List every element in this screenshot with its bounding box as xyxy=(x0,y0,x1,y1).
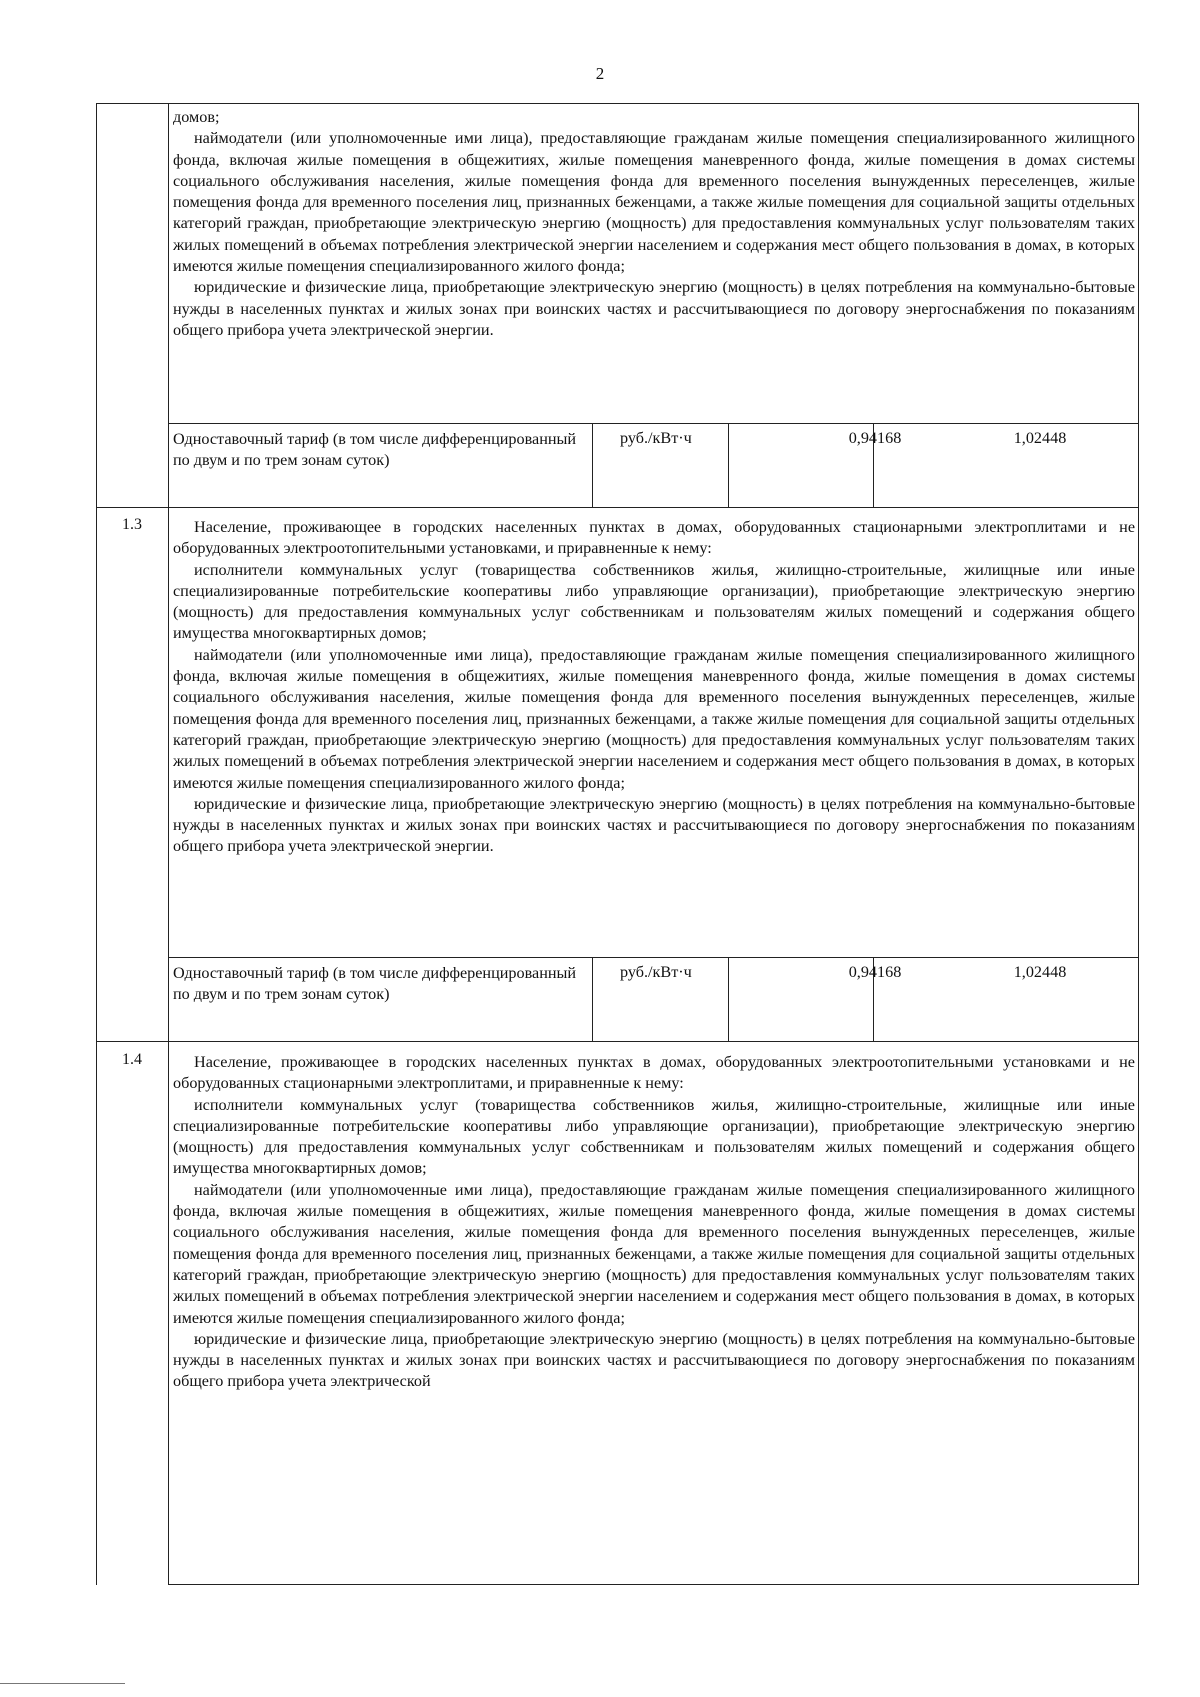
paragraph: наймодатели (или уполномоченные ими лица), предоставляющие гражданам жилые помещения специализированного жилищного фонда, включая жилые помещения в общежитиях, жилые помещения маневренного фонда, жилые помещения в домах системы социального обслуживания населения, жилые помещения фонда для временного поселения вынужденных переселенцев, жилые помещения фонда для временного поселения лиц, признанных беженцами, а также жилые помещения для социальной защиты отдельных категорий граждан, приобретающие электрическую энергию (мощность) для предоставления коммунальных услуг пользователям таких жилых помещений в объемах потребления электрической энергии населением и содержания мест общего пользования в домах, в которых имеются жилые помещения специализированного жилого фонда; xyxy=(173,1180,1135,1327)
table-right-border xyxy=(1138,103,1139,1585)
paragraph: исполнители коммунальных услуг (товарищества собственников жилья, жилищно-строительные, жилищные или иные специализированные потребительские кооперативы либо управляющие организации), приобретающие электрическую энергию (мощность) для предоставления коммунальных услуг собственникам и пользователям жилых помещений и содержания общего имущества многоквартирных домов; xyxy=(173,1095,1135,1178)
tariff-value-2: 1,02448 xyxy=(1013,963,1067,981)
section-divider xyxy=(96,1041,1139,1042)
tariff-unit: руб./кВт·ч xyxy=(620,963,692,981)
section-top-text xyxy=(173,107,1135,341)
number-column-border xyxy=(168,103,169,1585)
tariff-unit: руб./кВт·ч xyxy=(620,429,692,447)
paragraph: исполнители коммунальных услуг (товарищества собственников жилья, жилищно-строительные, жилищные или иные специализированные потребительские кооперативы либо управляющие организации), приобретающие электрическую энергию (мощность) для предоставления коммунальных услуг собственникам и пользователям жилых помещений и содержания общего имущества многоквартирных домов; xyxy=(173,560,1135,643)
paragraph: юридические и физические лица, приобретающие электрическую энергию (мощность) в целях потребления на коммунально-бытовые нужды в населенных пунктах и жилых зонах при воинских частях и рассчитывающиеся по договору энергоснабжения по показаниям общего прибора учета электрической энергии. xyxy=(173,278,1135,339)
footer-rule xyxy=(0,1683,125,1684)
section-divider xyxy=(96,507,1139,508)
section-1-4-text xyxy=(173,1052,1135,1393)
paragraph: Население, проживающее в городских населенных пунктах в домах, оборудованных электроотопительными установками и не оборудованных стационарными электроплитами, и приравненные к нему: xyxy=(173,1053,1135,1093)
tariff-table xyxy=(96,103,1139,1585)
paragraph: домов; xyxy=(173,108,220,126)
table-bottom-border xyxy=(168,1584,1139,1585)
tariff-name: Одноставочный тариф (в том числе дифференцированный по двум и по трем зонам суток) xyxy=(173,430,577,470)
section-1-3-text xyxy=(173,517,1135,858)
tariff-row xyxy=(168,957,1139,1041)
paragraph: наймодатели (или уполномоченные ими лица), предоставляющие гражданам жилые помещения специализированного жилищного фонда, включая жилые помещения в общежитиях, жилые помещения маневренного фонда, жилые помещения в домах системы социального обслуживания населения, жилые помещения фонда для временного поселения вынужденных переселенцев, жилые помещения фонда для временного поселения лиц, признанных беженцами, а также жилые помещения для социальной защиты отдельных категорий граждан, приобретающие электрическую энергию (мощность) для предоставления коммунальных услуг пользователям таких жилых помещений в объемах потребления электрической энергии населением и содержания мест общего пользования в домах, в которых имеются жилые помещения специализированного жилого фонда; xyxy=(173,645,1135,792)
table-left-border xyxy=(96,103,97,1585)
section-number: 1.4 xyxy=(122,1051,142,1068)
tariff-row xyxy=(168,423,1139,507)
paragraph: Население, проживающее в городских населенных пунктах в домах, оборудованных стационарными электроплитами и не оборудованных электроотопительными установками, и приравненные к нему: xyxy=(173,518,1135,558)
tariff-value-1: 0,94168 xyxy=(848,963,902,981)
tariff-value-1: 0,94168 xyxy=(848,429,902,447)
paragraph: наймодатели (или уполномоченные ими лица), предоставляющие гражданам жилые помещения специализированного жилищного фонда, включая жилые помещения в общежитиях, жилые помещения маневренного фонда, жилые помещения в домах системы социального обслуживания населения, жилые помещения фонда для временного поселения вынужденных переселенцев, жилые помещения фонда для временного поселения лиц, признанных беженцами, а также жилые помещения для социальной защиты отдельных категорий граждан, приобретающие электрическую энергию (мощность) для предоставления коммунальных услуг пользователям таких жилых помещений в объемах потребления электрической энергии населением и содержания мест общего пользования в домах, в которых имеются жилые помещения специализированного жилого фонда; xyxy=(173,129,1135,276)
table-top-border xyxy=(96,103,1139,104)
tariff-value-2: 1,02448 xyxy=(1013,429,1067,447)
page-number: 2 xyxy=(595,64,605,83)
tariff-name: Одноставочный тариф (в том числе дифференцированный по двум и по трем зонам суток) xyxy=(173,964,577,1004)
paragraph: юридические и физические лица, приобретающие электрическую энергию (мощность) в целях потребления на коммунально-бытовые нужды в населенных пунктах и жилых зонах при воинских частях и рассчитывающиеся по договору энергоснабжения по показаниям общего прибора учета электрической энергии. xyxy=(173,794,1135,856)
paragraph: юридические и физические лица, приобретающие электрическую энергию (мощность) в целях потребления на коммунально-бытовые нужды в населенных пунктах и жилых зонах при воинских частях и рассчитывающиеся по договору энергоснабжения по показаниям общего прибора учета электрической xyxy=(173,1329,1135,1391)
section-number: 1.3 xyxy=(122,516,142,533)
